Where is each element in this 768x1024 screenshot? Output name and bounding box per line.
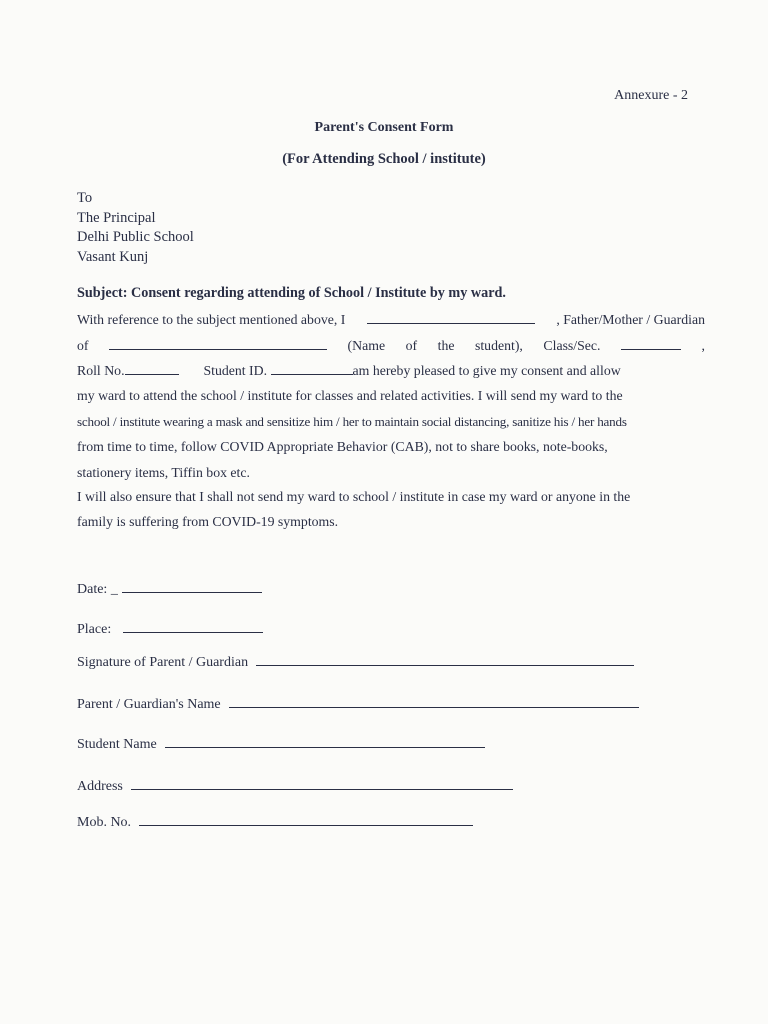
class-sec-blank[interactable]: [621, 337, 681, 350]
address-field: [77, 779, 513, 795]
annexure-label: Annexure - 2: [614, 88, 688, 103]
guardian-name-label: Parent / Guardian's Name: [77, 697, 221, 712]
date-label: Date: _: [77, 582, 118, 597]
body-line-9: family is suffering from COVID-19 symptoms.: [77, 514, 339, 529]
guardian-name-field: [77, 697, 639, 713]
mobile-field: [77, 815, 473, 831]
address-label: Address: [77, 779, 123, 794]
body-line-7: stationery items, Tiffin box etc.: [77, 465, 250, 480]
place-input-line[interactable]: [123, 631, 263, 633]
place-label: Place:: [77, 622, 112, 637]
body-text: With reference to the subject mentioned above, I: [77, 312, 346, 327]
guardian-name-input-line[interactable]: [229, 706, 639, 708]
body-line-1: [77, 311, 705, 328]
body-line-3: [77, 362, 705, 379]
body-text: student),: [474, 338, 523, 353]
recipient-address: [77, 189, 194, 267]
parent-name-blank[interactable]: [367, 311, 535, 324]
mobile-label: Mob. No.: [77, 815, 132, 830]
student-name-label: Student Name: [77, 737, 157, 752]
form-subtitle: (For Attending School / institute): [282, 151, 486, 167]
date-field: [77, 582, 262, 598]
signature-label: Signature of Parent / Guardian: [77, 655, 249, 670]
student-name-blank[interactable]: [109, 337, 327, 350]
body-text: Class/Sec.: [543, 338, 601, 353]
roll-no-blank[interactable]: [125, 362, 179, 375]
body-line-6: from time to time, follow COVID Appropriate Behavior (CAB), not to share books, note-books,: [77, 439, 608, 454]
body-line-4: my ward to attend the school / institute for classes and related activities. I will send my ward to the: [77, 388, 623, 403]
student-name-field: [77, 737, 485, 753]
form-title: Parent's Consent Form: [314, 120, 454, 135]
body-text: ,: [701, 338, 705, 353]
student-id-blank[interactable]: [271, 362, 353, 375]
body-text: am hereby pleased to give my consent and allow: [352, 363, 621, 378]
body-line-8: I will also ensure that I shall not send my ward to school / institute in case my ward or anyone in the: [77, 489, 631, 504]
date-input-line[interactable]: [122, 591, 262, 593]
body-text: of: [77, 338, 89, 353]
body-text: , Father/Mother / Guardian: [556, 312, 705, 327]
body-text: Student ID.: [203, 363, 268, 378]
address-line-school: Delhi Public School: [77, 229, 194, 245]
signature-input-line[interactable]: [256, 664, 634, 666]
body-text: the: [437, 338, 455, 353]
address-line-location: Vasant Kunj: [77, 248, 149, 265]
signature-field: [77, 655, 634, 671]
body-text: (Name: [347, 338, 386, 353]
address-line-principal: The Principal: [77, 209, 156, 226]
place-field: [77, 622, 263, 638]
body-text: Roll No.: [77, 363, 125, 378]
address-line-to: To: [77, 190, 93, 206]
address-input-line[interactable]: [131, 788, 513, 790]
student-name-input-line[interactable]: [165, 746, 485, 748]
subject-line: Subject: Consent regarding attending of School / Institute by my ward.: [77, 285, 506, 301]
body-line-2: [77, 337, 705, 354]
mobile-input-line[interactable]: [139, 824, 473, 826]
body-line-5: school / institute wearing a mask and sensitize him / her to maintain social distancing, sanitize his / her hands: [77, 414, 627, 429]
body-text: of: [405, 338, 418, 353]
